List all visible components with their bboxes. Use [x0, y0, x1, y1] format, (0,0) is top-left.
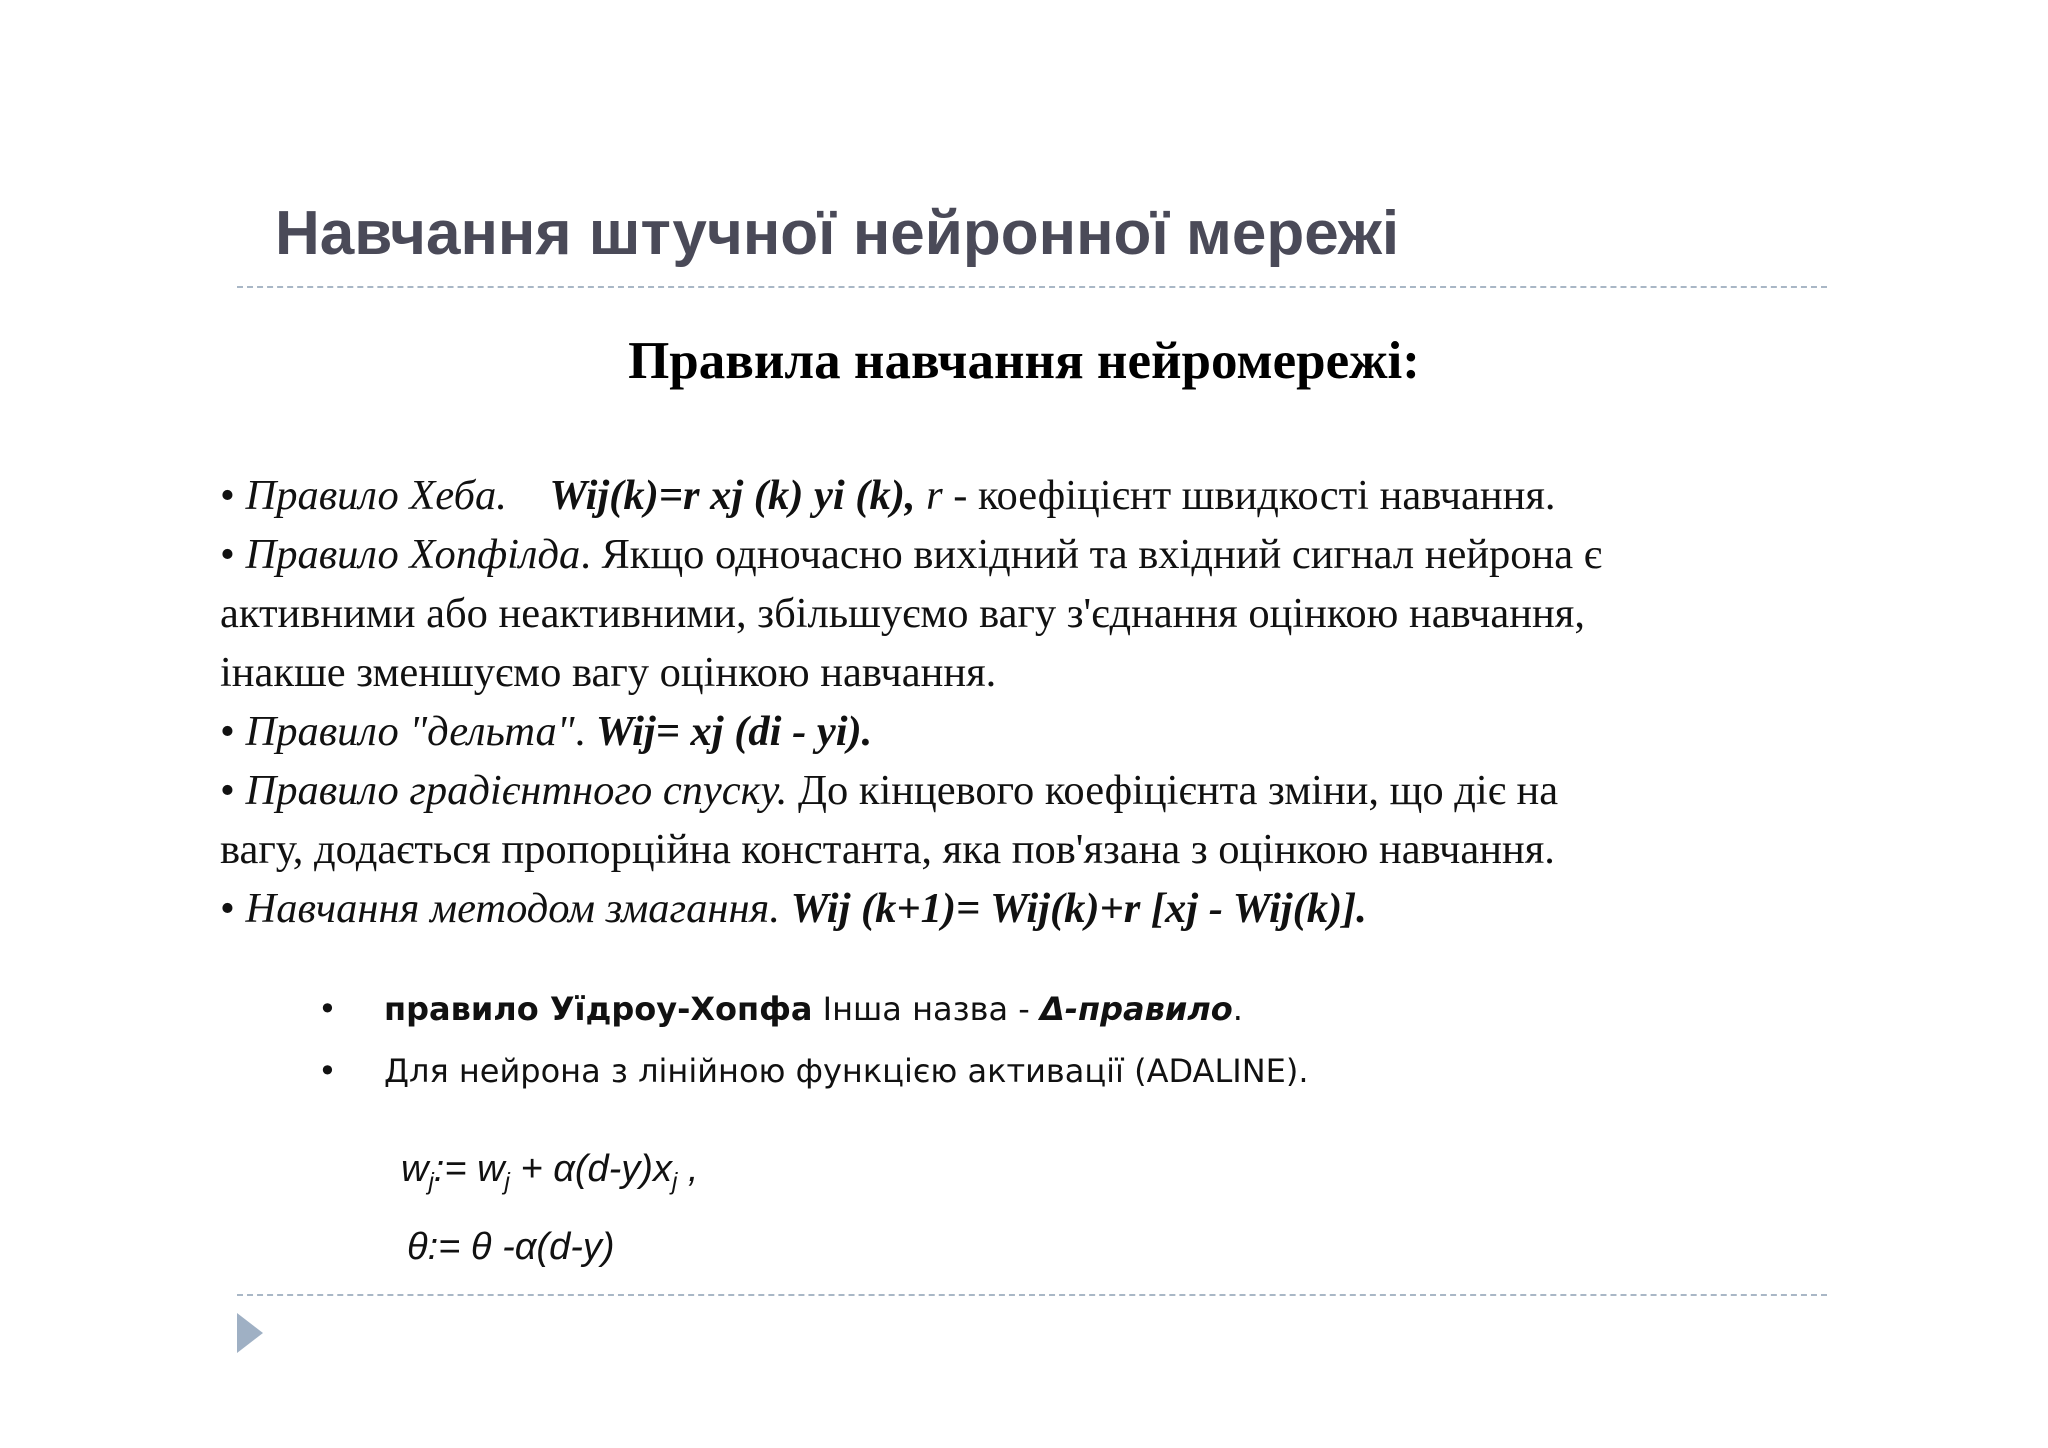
title-divider	[237, 286, 1827, 288]
rule-hebb-name: Правило Хеба.	[245, 472, 507, 519]
threshold-update-formula: θ:= θ -α(d-y)	[407, 1226, 615, 1268]
rule-delta: • Правило "дельта". Wij= xj (di - yi).	[220, 708, 873, 755]
delta-rule-name: Δ-правило	[1039, 990, 1233, 1028]
rule-gradient-line2: вагу, додається пропорційна константа, яка пов'язана з оцінкою навчання.	[220, 826, 1555, 873]
rule-competition: • Навчання методом змагання. Wij (k+1)= Wij(k)+r [xj - Wij(k)].	[220, 885, 1367, 932]
rule-competition-formula: Wij (k+1)= Wij(k)+r [xj - Wij(k)].	[790, 885, 1367, 932]
rule-hopfield-line3: інакше зменшуємо вагу оцінкою навчання.	[220, 649, 997, 696]
rule-hopfield-name: Правило Хопфілда	[245, 531, 581, 578]
slide-title: Навчання штучної нейронної мережі	[275, 199, 1400, 268]
rule-competition-name: Навчання методом змагання.	[245, 885, 780, 932]
rule-hebb: • Правило Хеба. Wij(k)=r xj (k) yi (k), r - коефіцієнт швидкості навчання.	[220, 472, 1556, 519]
list-item	[318, 1052, 1718, 1114]
adaline-text: Для нейрона з лінійною функцією активації (ADALINE).	[384, 1052, 1309, 1090]
rule-gradient-name: Правило градієнтного спуску.	[245, 767, 788, 814]
widrow-hoff-name: правило Уїдроу-Хопфа	[384, 990, 813, 1028]
bullet-dot: •	[318, 990, 337, 1028]
bullet-dot: •	[318, 1052, 337, 1090]
list-item: • правило Уїдроу-Хопфа Інша назва - Δ-правило.	[318, 990, 1243, 1028]
rule-delta-name: Правило "дельта"	[245, 708, 575, 755]
slide-subtitle: Правила навчання нейромережі:	[628, 332, 1420, 390]
play-arrow-icon	[237, 1313, 263, 1353]
rule-hopfield-line2: активними або неактивними, збільшуємо вагу з'єднання оцінкою навчання,	[220, 590, 1585, 637]
weight-update-formula: $w_j:= w_j + \alpha(d-y)x_j$ ,	[401, 1148, 699, 1196]
rule-hebb-formula: Wij(k)=r xj (k) yi (k),	[549, 472, 916, 519]
footer-divider	[237, 1294, 1827, 1296]
rule-delta-formula: Wij= xj (di - yi).	[595, 708, 873, 755]
rule-gradient: • Правило градієнтного спуску. До кінцевого коефіцієнта зміни, що діє на	[220, 767, 1559, 814]
rule-hopfield: • Правило Хопфілда. Якщо одночасно вихідний та вхідний сигнал нейрона є	[220, 531, 1603, 578]
widrow-hoff-list	[318, 990, 1718, 1114]
rules-body	[220, 466, 1840, 938]
